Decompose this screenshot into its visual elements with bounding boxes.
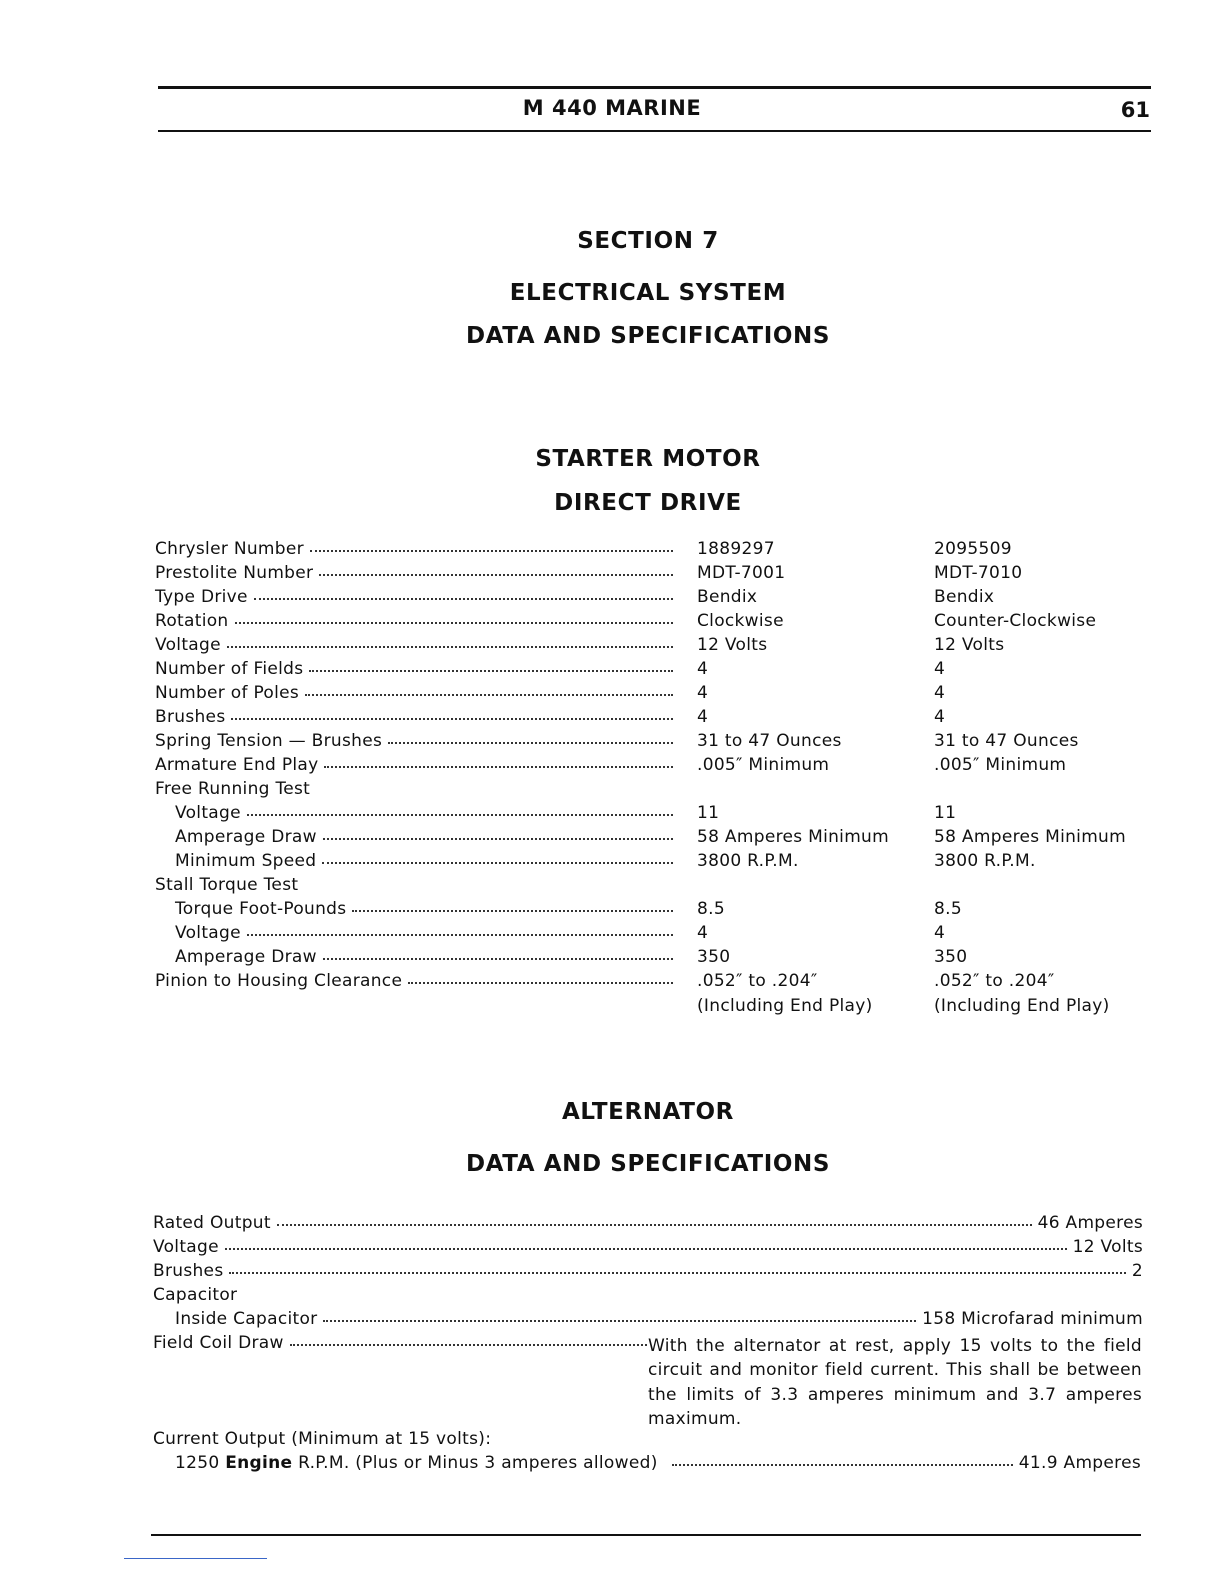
dot-leader	[323, 838, 673, 840]
spec-value-1: 4	[697, 707, 709, 727]
spec-value-1: 8.5	[697, 899, 725, 919]
group-label-stall-torque-test: Stall Torque Test	[155, 875, 299, 895]
spec-label-text: Inside Capacitor	[175, 1309, 318, 1329]
dot-leader	[225, 1248, 1067, 1250]
spec-value-2: 4	[934, 659, 946, 679]
spec-row-label	[175, 947, 673, 967]
spec-value-1: .052″ to .204″	[697, 971, 818, 991]
spec-value-2: .005″ Minimum	[934, 755, 1067, 775]
spec-row-label	[175, 827, 673, 847]
spec-row-label	[155, 755, 673, 775]
dot-leader	[388, 742, 673, 744]
spec-label-text: Voltage	[155, 635, 221, 655]
section-subtitle: DATA AND SPECIFICATIONS	[465, 323, 831, 349]
spec-label-text: Amperage Draw	[175, 947, 317, 967]
spec-label-text: Torque Foot-Pounds	[175, 899, 347, 919]
dot-leader	[305, 694, 673, 696]
dot-leader	[247, 814, 673, 816]
spec-row-label	[155, 683, 673, 703]
spec-label-text: Type Drive	[155, 587, 248, 607]
dot-leader	[323, 958, 673, 960]
footer-rule	[151, 1534, 1141, 1536]
spec-value-1: 31 to 47 Ounces	[697, 731, 842, 751]
section-title: ELECTRICAL SYSTEM	[509, 280, 787, 306]
spec-row-label	[155, 659, 673, 679]
dot-leader	[352, 910, 673, 912]
spec-label-text: Brushes	[153, 1261, 224, 1281]
dot-leader	[310, 550, 673, 552]
spec-value-2: Counter-Clockwise	[934, 611, 1097, 631]
scan-edge-mark	[124, 1558, 267, 1559]
spec-row-label	[155, 539, 673, 559]
spec-label-text: Minimum Speed	[175, 851, 317, 871]
dot-leader	[231, 718, 673, 720]
spec-value-2: 2095509	[934, 539, 1012, 559]
spec-value: 41.9 Amperes	[1018, 1453, 1141, 1473]
dot-leader	[319, 574, 673, 576]
spec-value-1: 4	[697, 659, 709, 679]
section-number: SECTION 7	[577, 228, 719, 254]
dot-leader	[254, 598, 673, 600]
spec-label-text: Number of Poles	[155, 683, 300, 703]
spec-label-text: Rotation	[155, 611, 229, 631]
spec-label-text: Voltage	[175, 923, 241, 943]
group-label-current-output: Current Output (Minimum at 15 volts):	[153, 1429, 492, 1449]
spec-value-1: 58 Amperes Minimum	[697, 827, 889, 847]
spec-label-text: Number of Fields	[155, 659, 304, 679]
spec-value-1: .005″ Minimum	[697, 755, 830, 775]
spec-row-inside-capacitor	[175, 1309, 1143, 1329]
spec-value-1-note: (Including End Play)	[697, 996, 873, 1016]
spec-row-rated-output	[153, 1213, 1143, 1233]
spec-label-text: Chrysler Number	[155, 539, 304, 559]
spec-row-label	[155, 635, 673, 655]
spec-label-text: Prestolite Number	[155, 563, 314, 583]
spec-row-label	[155, 587, 673, 607]
spec-label-text: Brushes	[155, 707, 226, 727]
spec-value-1: 3800 R.P.M.	[697, 851, 799, 871]
header-top-rule	[158, 86, 1151, 89]
spec-row-label	[155, 971, 673, 991]
spec-value-1: Bendix	[697, 587, 758, 607]
rpm-number: 1250	[175, 1453, 220, 1473]
spec-row-label	[175, 899, 673, 919]
spec-value-2: 3800 R.P.M.	[934, 851, 1036, 871]
spec-value-2: MDT-7010	[934, 563, 1023, 583]
spec-value-2: 12 Volts	[934, 635, 1005, 655]
engine-word: Engine	[225, 1453, 293, 1473]
spec-label-text: Rated Output	[153, 1213, 271, 1233]
starter-subtitle: DIRECT DRIVE	[554, 490, 742, 516]
spec-value-2: 58 Amperes Minimum	[934, 827, 1126, 847]
spec-row-label	[155, 611, 673, 631]
header-bottom-rule	[158, 130, 1151, 132]
dot-leader	[323, 1320, 916, 1322]
spec-label-text: Spring Tension — Brushes	[155, 731, 383, 751]
spec-row-brushes	[153, 1261, 1143, 1281]
field-coil-description: With the alternator at rest, apply 15 volts to the field circuit and monitor field current. This shall be between the limits of 3.3 amperes minimum and 3.7 amperes maximum.	[648, 1336, 1142, 1429]
spec-row-voltage	[153, 1237, 1143, 1257]
dot-leader	[227, 646, 673, 648]
alternator-title: ALTERNATOR	[562, 1099, 734, 1125]
spec-value-1: 4	[697, 923, 709, 943]
spec-value-2: 4	[934, 683, 946, 703]
group-label-free-running-test: Free Running Test	[155, 779, 311, 799]
dot-leader	[247, 934, 673, 936]
spec-row-label	[175, 923, 673, 943]
spec-row-label	[155, 707, 673, 727]
rpm-suffix: R.P.M. (Plus or Minus 3 amperes allowed)	[298, 1453, 658, 1473]
spec-value-1: 350	[697, 947, 731, 967]
spec-value-1: 4	[697, 683, 709, 703]
spec-row-engine-rpm	[175, 1453, 1141, 1473]
page-number: 61	[1120, 98, 1150, 122]
spec-value: 158 Microfarad minimum	[922, 1309, 1143, 1329]
dot-leader	[309, 670, 673, 672]
dot-leader	[408, 982, 673, 984]
alternator-subtitle: DATA AND SPECIFICATIONS	[465, 1151, 831, 1177]
spec-label-text: Amperage Draw	[175, 827, 317, 847]
spec-row-label	[175, 803, 673, 823]
spec-value-1: Clockwise	[697, 611, 784, 631]
spec-value-2: Bendix	[934, 587, 995, 607]
spec-label-text: Armature End Play	[155, 755, 319, 775]
spec-label-text: Voltage	[175, 803, 241, 823]
spec-label-text	[175, 1453, 658, 1473]
spec-value-2: 4	[934, 923, 946, 943]
dot-leader	[290, 1344, 647, 1346]
spec-label-text: Voltage	[153, 1237, 219, 1257]
spec-value-2: 4	[934, 707, 946, 727]
spec-value-1: 1889297	[697, 539, 775, 559]
spec-value: 2	[1131, 1261, 1143, 1281]
spec-row-label	[155, 731, 673, 751]
spec-value: 12 Volts	[1072, 1237, 1143, 1257]
spec-value-2: 11	[934, 803, 957, 823]
spec-value-1: 12 Volts	[697, 635, 768, 655]
spec-value-2: 31 to 47 Ounces	[934, 731, 1079, 751]
running-header-title: M 440 MARINE	[522, 96, 702, 120]
spec-value-1: 11	[697, 803, 720, 823]
spec-value-2: 350	[934, 947, 968, 967]
group-label-capacitor: Capacitor	[153, 1285, 238, 1305]
dot-leader	[277, 1224, 1032, 1226]
spec-row-label	[155, 563, 673, 583]
starter-title: STARTER MOTOR	[535, 446, 761, 472]
spec-row-label	[175, 851, 673, 871]
spec-value-2-note: (Including End Play)	[934, 996, 1110, 1016]
dot-leader	[672, 1464, 1013, 1466]
spec-value-1: MDT-7001	[697, 563, 786, 583]
spec-value-2: .052″ to .204″	[934, 971, 1055, 991]
spec-value-2: 8.5	[934, 899, 962, 919]
dot-leader	[322, 862, 673, 864]
dot-leader	[229, 1272, 1125, 1274]
spec-value: 46 Amperes	[1037, 1213, 1143, 1233]
spec-label-text: Field Coil Draw	[153, 1333, 284, 1353]
spec-label-text: Pinion to Housing Clearance	[155, 971, 403, 991]
dot-leader	[235, 622, 674, 624]
dot-leader	[324, 766, 673, 768]
spec-row-field-coil-draw	[153, 1333, 647, 1353]
